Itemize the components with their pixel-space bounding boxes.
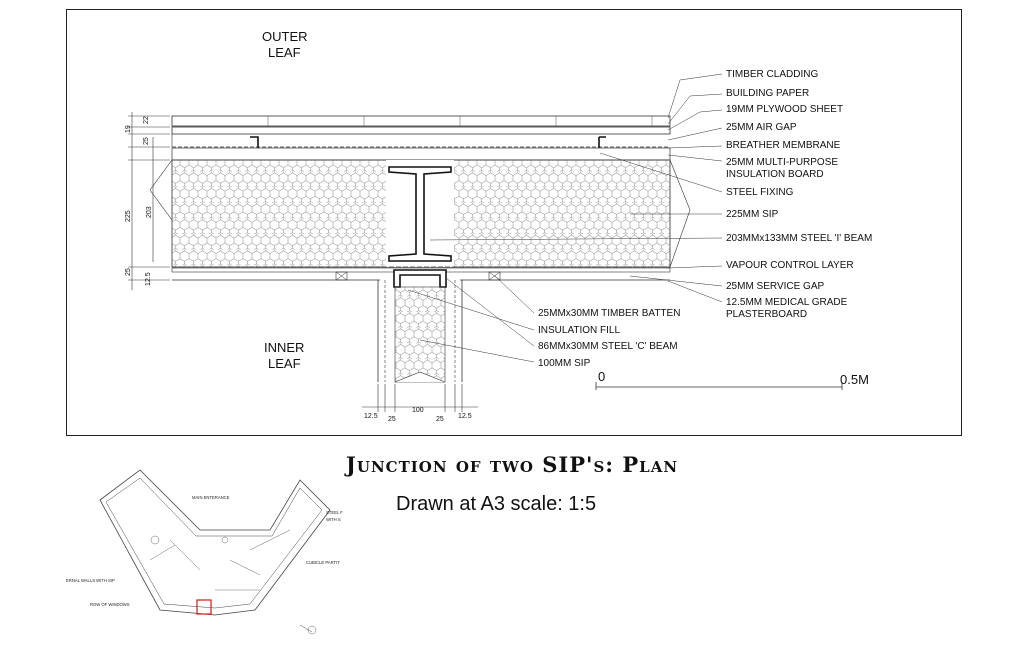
callout-building-paper: BUILDING PAPER [726,88,810,99]
key-plan-label-entrance: MAIN ENTERANCE [192,495,230,500]
dim-left-4: 203 [146,206,153,218]
callout-plasterboard-1: 12.5MM MEDICAL GRADE [726,297,848,308]
air-gap [172,134,670,147]
callout-c-beam: 86MMx30MM STEEL 'C' BEAM [538,341,678,352]
scale-bar-end: 0.5M [840,372,869,387]
callout-insulation-board-1: 25MM MULTI-PURPOSE [726,157,839,168]
callout-insulation-fill: INSULATION FILL [538,325,621,336]
key-plan-label-with: WITH S [326,517,341,522]
callout-timber-batten: 25MMx30MM TIMBER BATTEN [538,308,681,319]
key-plan-label-steel: STEEL F [326,510,343,515]
callout-225-sip: 225MM SIP [726,209,779,220]
dim-left-6: 12.5 [145,272,152,286]
outer-leaf-label-2: LEAF [268,45,301,60]
key-plan-label-walls: ERNAL WALLS WITH SIP [66,578,115,583]
callout-plywood-sheet: 19MM PLYWOOD SHEET [726,104,844,115]
dim-bottom-0: 12.5 [364,413,378,420]
dim-left-5: 25 [125,268,132,276]
callout-100-sip: 100MM SIP [538,358,591,369]
drawing-title: Junction of two SIP's: Plan [345,452,679,477]
plywood-sheet [172,127,670,134]
inner-leaf-label-1: INNER [264,340,305,355]
inner-leaf-label-2: LEAF [268,356,301,371]
key-plan-label-windows: ROW OF WINDOWS [90,602,130,607]
timber-cladding [172,116,670,126]
callout-steel-fixing: STEEL FIXING [726,187,794,198]
dim-left-3: 225 [125,210,132,222]
callout-air-gap: 25MM AIR GAP [726,122,797,133]
dim-left-1: 19 [125,125,132,133]
key-plan-label-cubicle: CUBICLE PARTIT [306,560,340,565]
outer-leaf-label-1: OUTER [262,29,308,44]
callout-i-beam: 203MMx133MM STEEL 'I' BEAM [726,233,873,244]
callout-vapour-control: VAPOUR CONTROL LAYER [726,260,854,271]
insulation-board [172,148,670,160]
scale-bar-start: 0 [598,369,606,384]
dim-left-2: 25 [143,137,150,145]
callout-service-gap: 25MM SERVICE GAP [726,281,825,292]
scale-bar [596,382,842,390]
dim-left-0: 22 [143,116,150,124]
callout-timber-cladding: TIMBER CLADDING [726,69,819,80]
steel-c-beam [394,270,446,287]
dim-bottom-1: 25 [388,416,396,423]
drawing-scale-note: Drawn at A3 scale: 1:5 [396,493,597,515]
callout-insulation-board-2: INSULATION BOARD [726,169,824,180]
sip-100-wall [378,280,462,382]
callout-plasterboard-2: PLASTERBOARD [726,309,808,320]
dim-bottom-4: 12.5 [458,413,472,420]
dim-bottom-3: 25 [436,416,444,423]
dim-bottom-2: 100 [412,407,424,414]
callout-breather-membrane: BREATHER MEMBRANE [726,140,841,151]
